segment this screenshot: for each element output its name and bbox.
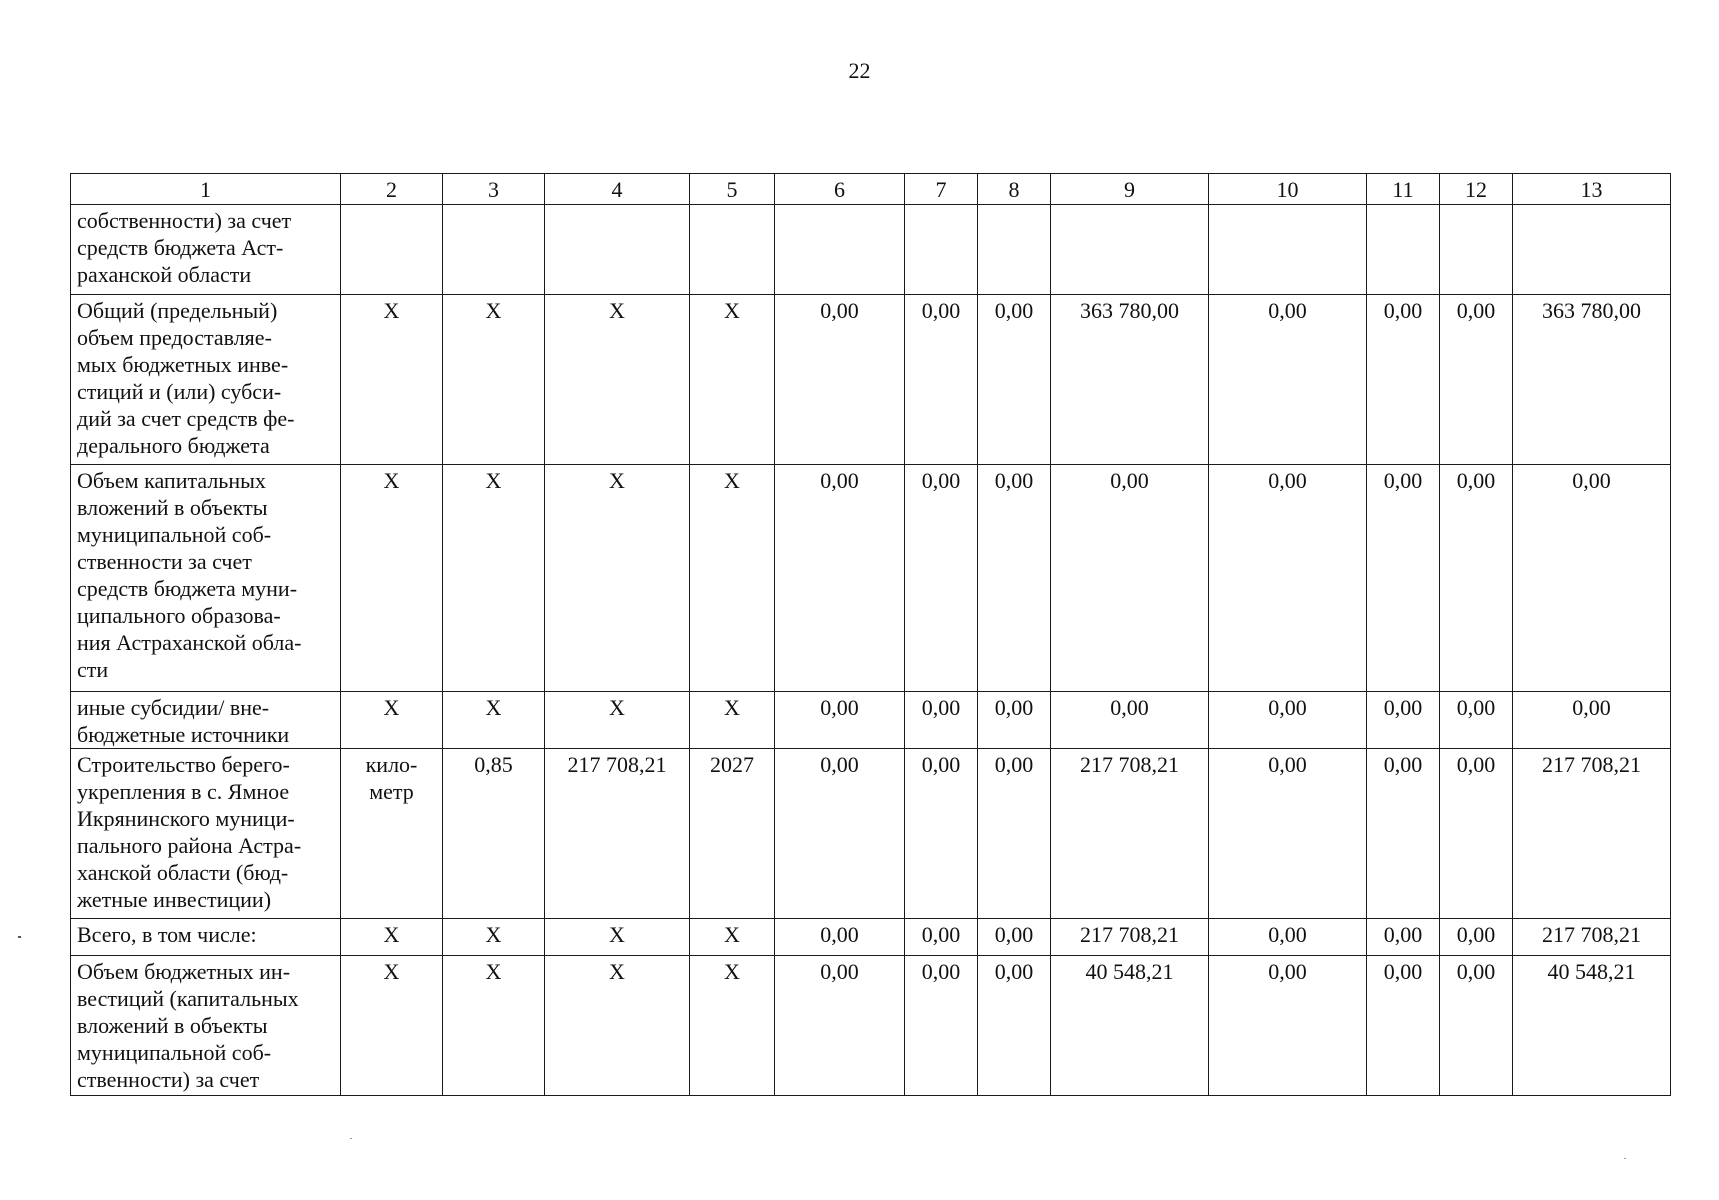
row-description: Общий (предельный) объем предоставляе- мых бюджетных инве- стиций и (или) субси- дий за счет средств фе- дерального бюджета [71, 295, 341, 465]
table-cell: 0,00 [905, 465, 978, 692]
table-cell: 40 548,21 [1513, 956, 1671, 1096]
table-cell: X [690, 465, 775, 692]
table-cell: 0,00 [775, 692, 905, 749]
table-cell: 217 708,21 [1513, 919, 1671, 956]
table-cell: 0,85 [443, 749, 545, 919]
table-cell: X [545, 956, 690, 1096]
column-header: 12 [1440, 174, 1513, 205]
table-cell: 0,00 [1440, 295, 1513, 465]
row-description: Строительство берего- укрепления в с. Ямное Икрянинского муници- пального района Астра- ханской области (бюд- жетные инвестиции) [71, 749, 341, 919]
table-cell: X [341, 919, 443, 956]
table-row [71, 919, 1671, 956]
scan-artifact [1624, 1158, 1626, 1159]
column-header: 11 [1367, 174, 1440, 205]
table-cell: X [690, 956, 775, 1096]
column-header: 2 [341, 174, 443, 205]
table-row [71, 465, 1671, 692]
table-row [71, 749, 1671, 919]
column-header: 4 [545, 174, 690, 205]
row-description: Объем бюджетных ин- вестиций (капитальных вложений в объекты муниципальной соб- ственности) за счет [71, 956, 341, 1096]
table-row [71, 295, 1671, 465]
table-cell: 0,00 [905, 295, 978, 465]
table-header-row [71, 174, 1671, 205]
table-cell: 40 548,21 [1051, 956, 1209, 1096]
table-cell [443, 205, 545, 295]
table-cell: X [443, 956, 545, 1096]
column-header: 6 [775, 174, 905, 205]
table-cell: 0,00 [1209, 692, 1367, 749]
scan-artifact [18, 936, 21, 938]
table-cell: 0,00 [775, 749, 905, 919]
column-header: 7 [905, 174, 978, 205]
table-cell: 0,00 [978, 749, 1051, 919]
table-cell: X [443, 919, 545, 956]
table-cell: 0,00 [1367, 692, 1440, 749]
table-cell [690, 205, 775, 295]
table-cell [545, 205, 690, 295]
row-description: Всего, в том числе: [71, 919, 341, 956]
table-cell: 0,00 [1209, 465, 1367, 692]
table-cell: 0,00 [905, 692, 978, 749]
table-cell: 0,00 [1209, 749, 1367, 919]
table-cell [905, 205, 978, 295]
table-cell: 0,00 [1051, 692, 1209, 749]
table-cell: 0,00 [1440, 919, 1513, 956]
table-cell: 0,00 [1051, 465, 1209, 692]
table-cell: 2027 [690, 749, 775, 919]
table-cell: X [690, 919, 775, 956]
table-cell: 0,00 [1513, 465, 1671, 692]
table-cell: X [443, 692, 545, 749]
table-cell: X [545, 295, 690, 465]
table-cell [978, 205, 1051, 295]
table-cell [1209, 205, 1367, 295]
budget-table [70, 173, 1671, 1096]
table-cell: 0,00 [775, 956, 905, 1096]
table-cell: 217 708,21 [545, 749, 690, 919]
table-cell: 0,00 [1440, 465, 1513, 692]
table-cell: 0,00 [978, 295, 1051, 465]
table-cell: 0,00 [1209, 956, 1367, 1096]
table-cell: 363 780,00 [1513, 295, 1671, 465]
table-row [71, 692, 1671, 749]
table-cell [775, 205, 905, 295]
column-header: 13 [1513, 174, 1671, 205]
table-cell: 217 708,21 [1513, 749, 1671, 919]
table-cell: 217 708,21 [1051, 919, 1209, 956]
column-header: 8 [978, 174, 1051, 205]
table-cell: 0,00 [905, 919, 978, 956]
table-cell: X [341, 692, 443, 749]
table-cell: 0,00 [978, 465, 1051, 692]
table-cell: 0,00 [1209, 919, 1367, 956]
table-cell: X [341, 295, 443, 465]
column-header: 10 [1209, 174, 1367, 205]
page-number: 22 [848, 58, 871, 83]
row-description: Объем капитальных вложений в объекты муниципальной соб- ственности за счет средств бюджета муни- ципального образова- ния Астраханской обла- сти [71, 465, 341, 692]
table-cell [341, 205, 443, 295]
table-cell: 0,00 [775, 295, 905, 465]
table-cell: 0,00 [1513, 692, 1671, 749]
column-header: 5 [690, 174, 775, 205]
table-cell: 217 708,21 [1051, 749, 1209, 919]
table-cell: 0,00 [775, 465, 905, 692]
table-cell: 0,00 [978, 919, 1051, 956]
table-cell: 363 780,00 [1051, 295, 1209, 465]
table-cell [1367, 205, 1440, 295]
table-cell: X [443, 465, 545, 692]
table-cell: 0,00 [978, 956, 1051, 1096]
table-cell: X [443, 295, 545, 465]
table-cell: 0,00 [1367, 295, 1440, 465]
table-cell: 0,00 [905, 956, 978, 1096]
table-cell [1051, 205, 1209, 295]
row-description: иные субсидии/ вне- бюджетные источники [71, 692, 341, 749]
table-row [71, 205, 1671, 295]
table-cell: 0,00 [1367, 919, 1440, 956]
table-cell [1440, 205, 1513, 295]
column-header: 1 [71, 174, 341, 205]
table-cell: кило- метр [341, 749, 443, 919]
table-cell: 0,00 [1440, 692, 1513, 749]
column-header: 9 [1051, 174, 1209, 205]
table-cell: X [545, 692, 690, 749]
table-cell: X [690, 295, 775, 465]
row-description: собственности) за счет средств бюджета Аст- раханской области [71, 205, 341, 295]
scan-artifact [350, 1138, 352, 1139]
table-cell: 0,00 [1367, 956, 1440, 1096]
table-cell: 0,00 [905, 749, 978, 919]
table-cell: 0,00 [978, 692, 1051, 749]
table-cell: X [690, 692, 775, 749]
table-cell: 0,00 [1367, 465, 1440, 692]
table-cell: X [341, 956, 443, 1096]
table-cell: 0,00 [1440, 749, 1513, 919]
column-header: 3 [443, 174, 545, 205]
table-cell: X [545, 465, 690, 692]
table-cell: 0,00 [1440, 956, 1513, 1096]
table-cell: 0,00 [1367, 749, 1440, 919]
table-row [71, 956, 1671, 1096]
table-cell [1513, 205, 1671, 295]
table-cell: X [341, 465, 443, 692]
table-cell: 0,00 [775, 919, 905, 956]
table-cell: 0,00 [1209, 295, 1367, 465]
table-cell: X [545, 919, 690, 956]
